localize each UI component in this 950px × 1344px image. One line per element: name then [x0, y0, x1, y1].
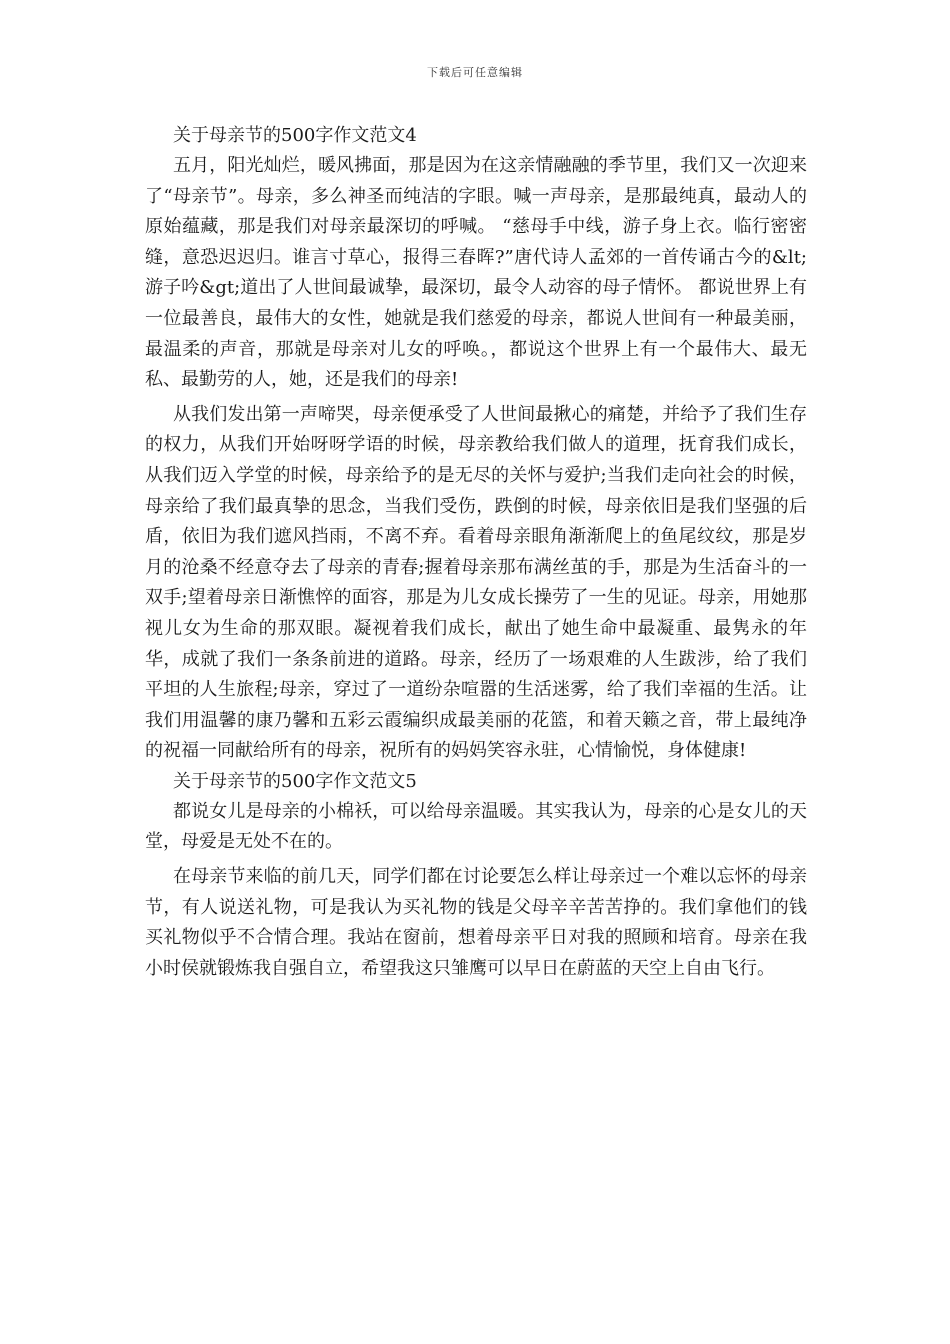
- paragraph: 都说女儿是母亲的小棉袄，可以给母亲温暖。其实我认为，母亲的心是女儿的天堂，母爱是无处不在的。: [145, 800, 807, 853]
- section-title: 关于母亲节的500字作文范文5: [173, 770, 417, 792]
- paragraph: 从我们发出第一声啼哭，母亲便承受了人世间最揪心的痛楚，并给予了我们生存的权力，从我们开始呀呀学语的时候，母亲教给我们做人的道理，抚育我们成长，从我们迈入学堂的时候，母亲给予的是无尽的关怀与爱护;当我们走向社会的时候，母亲给了我们最真挚的思念，当我们受伤，跌倒的时候，母亲依旧是我们坚强的后盾，依旧为我们遮风挡雨，不离不弃。看着母亲眼角渐渐爬上的鱼尾纹纹，那是岁月的沧桑不经意夺去了母亲的青春;握着母亲那布满丝茧的手，那是为生活奋斗的一双手;望着母亲日渐憔悴的面容，那是为儿女成长操劳了一生的见证。母亲，用她那视儿女为生命的那双眼。凝视着我们成长，献出了她生命中最凝重、最隽永的年华，成就了我们一条条前进的道路。母亲，经历了一场艰难的人生跋涉，给了我们平坦的人生旅程;母亲，穿过了一道纷杂喧嚣的生活迷雾，给了我们幸福的生活。让我们用温馨的康乃馨和五彩云霞编织成最美丽的花篮，和着天籁之音，带上最纯净的祝福一同献给所有的母亲，祝所有的妈妈笑容永驻，心情愉悦，身体健康!: [145, 403, 807, 762]
- document-body: [145, 121, 807, 984]
- paragraph: 五月，阳光灿烂，暖风拂面，那是因为在这亲情融融的季节里，我们又一次迎来了“母亲节”。母亲，多么神圣而纯洁的字眼。喊一声母亲，是那最纯真，最动人的原始蕴藏，那是我们对母亲最深切的呼喊。 “慈母手中线，游子身上衣。临行密密缝，意恐迟迟归。谁言寸草心，报得三春晖?”唐代诗人孟郊的一首传诵古今的&lt;游子吟&gt;道出了人世间最诚挚，最深切，最令人动容的母子情怀。 都说世界上有一位最善良，最伟大的女性，她就是我们慈爱的母亲，都说人世间有一种最美丽，最温柔的声音，那就是母亲对儿女的呼唤。，都说这个世界上有一个最伟大、最无私、最勤劳的人，她，还是我们的母亲!: [145, 155, 807, 391]
- paragraph: 在母亲节来临的前几天，同学们都在讨论要怎么样让母亲过一个难以忘怀的母亲节，有人说送礼物，可是我认为买礼物的钱是父母辛辛苦苦挣的。我们拿他们的钱买礼物似乎不合情合理。我站在窗前，想着母亲平日对我的照顾和培育。母亲在我小时侯就锻炼我自强自立，希望我这只雏鹰可以早日在蔚蓝的天空上自由飞行。: [145, 866, 807, 979]
- page-header: 下载后可任意编辑: [427, 66, 523, 79]
- section-title: 关于母亲节的500字作文范文4: [173, 125, 417, 146]
